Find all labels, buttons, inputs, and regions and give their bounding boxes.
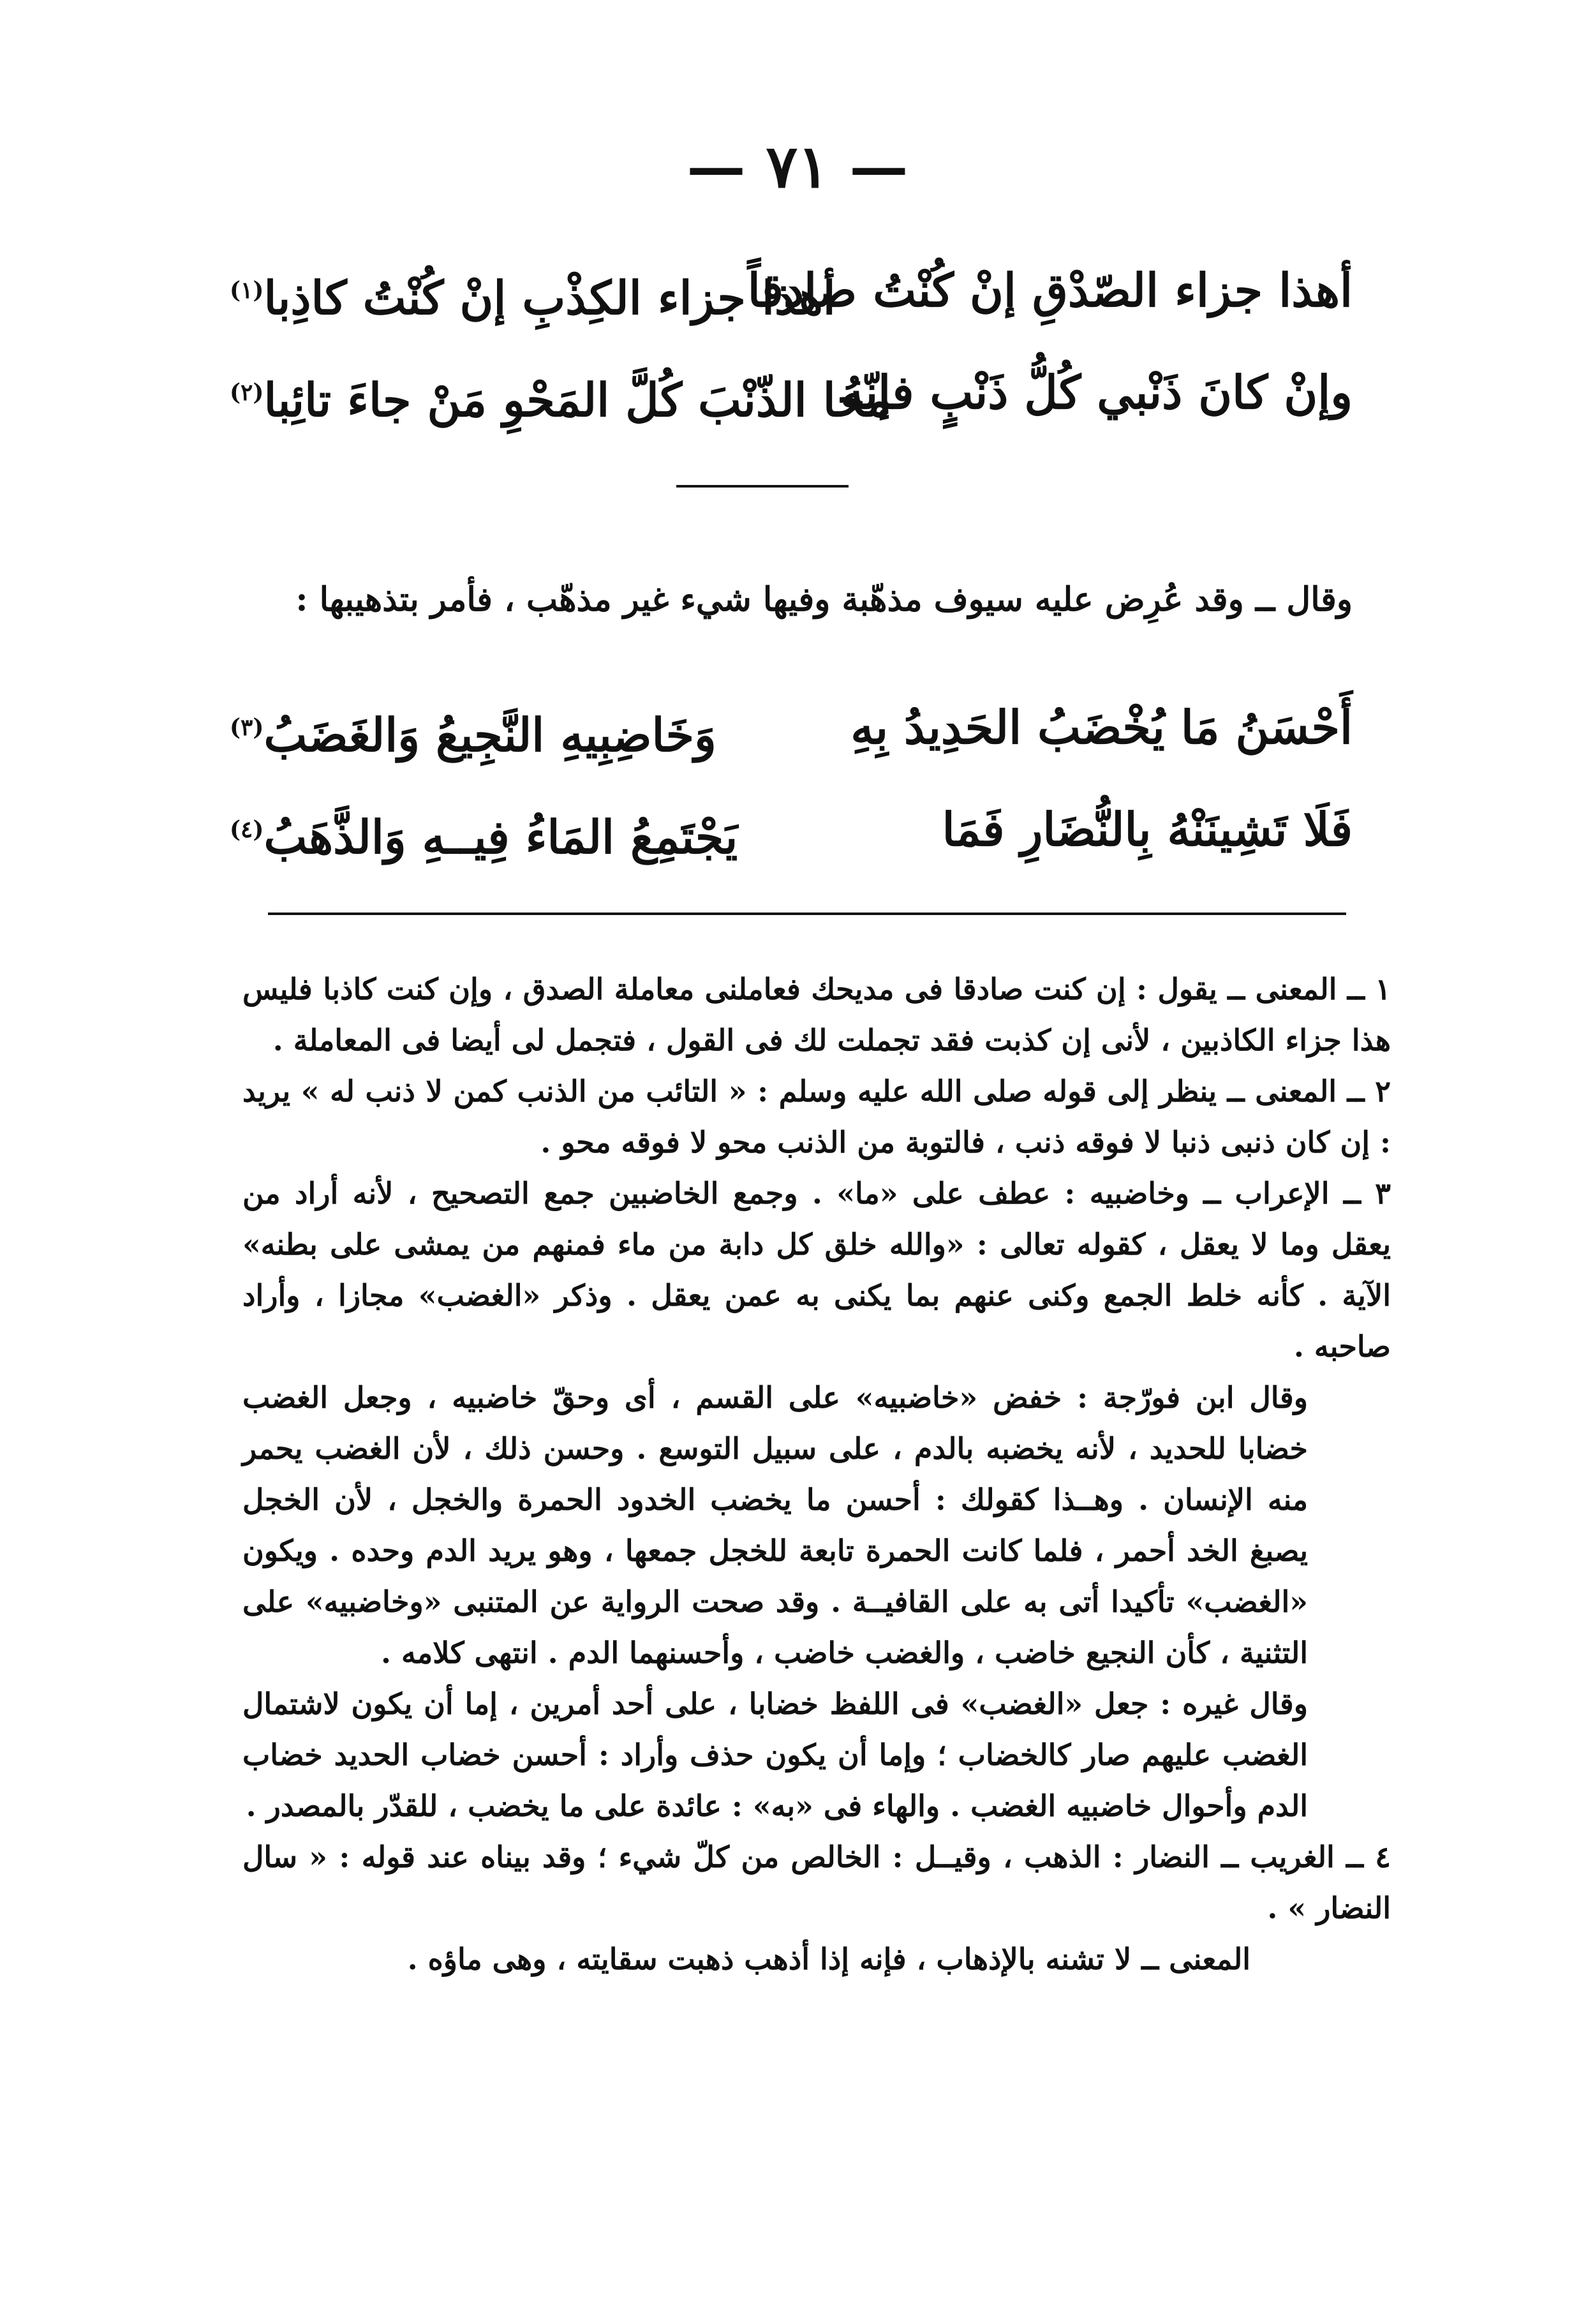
verse-first-hemistich: أهذا جزاء الصّدْقِ إنْ كُنْتُ صادقاً [747,263,1353,317]
page-number: — ٧١ — [686,132,909,201]
verse-row [230,782,1353,884]
footnote-paragraph: وقال ابن فورّجة : خفض «خاضبيه» على القسم ، أى وحقّ خاضبيه ، وجعل الغضب خضابا للحديد ، لأنه يخضبه بالدم ، على سبيل التوسع . وحسن ذلك ، لأن الغضب يحمر منه الإنسان . وهــذا كقولك : أحسن ما يخضب الخدود الحمرة والخجل ، لأن الخجل يصبغ الخد أحمر ، فلما كانت الحمرة تابعة للخجل جمعها ، وهو يريد الدم وحده . ويكون «الغضب» تأكيدا أتى به على القافيــة . وقد صحت الرواية عن المتنبى «وخاضبيه» على التثنية ، كأن النجيع خاضب ، والغضب خاضب ، وأحسنهما الدم . انتهى كلامه . [242,1380,1308,1670]
verse-second-hemistich [230,680,716,775]
footnote-paragraph: ٣ ــ الإعراب ــ وخاضبيه : عطف على «ما» . وجمع الخاضبين جمع التصحيح ، لأنه أراد من يعقل وما لا يعقل ، كقوله تعالى : «والله خلق كل دابة من ماء فمنهم من يمشى على بطنه» الآية . كأنه خلط الجمع وكنى عنهم بما يكنى به عمن يعقل . وذكر «الغضب» مجازا ، وأراد صاحبه . [242,1176,1391,1364]
footnote-paragraph: ٢ ــ المعنى ــ ينظر إلى قوله صلى الله عليه وسلم : « التائب من الذنب كمن لا ذنب له » يريد : إن كان ذنبى ذنبا لا فوقه ذنب ، فالتوبة من الذنب محو لا فوقه محو . [242,1074,1391,1159]
verse-first-hemistich: وإنْ كانَ ذَنْبي كُلُّ ذَنْبٍ فإنّهُ [840,365,1353,419]
footnote-marker: (١) [230,277,264,304]
footnote-paragraph: وقال غيره : جعل «الغضب» فى اللفظ خضابا ، على أحد أمرين ، إما أن يكون لاشتمال الغضب عليهم صار كالخضاب ؛ وإما أن يكون حذف وأراد : أحسن خضاب الحديد خضاب الدم وأحوال خاضبيه الغضب . والهاء فى «به» : عائدة على ما يخضب ، للقدّر بالمصدر . [242,1687,1308,1823]
footnote-marker: (٣) [230,714,264,741]
verse-row [230,242,1353,345]
verse-row [230,680,1353,782]
poem-2 [230,680,1353,884]
verse-second-text: محا الذّنْبَ كُلَّ المَحْوِ مَنْ جاءَ تائِبا [263,373,891,427]
verse-second-hemistich [230,242,836,338]
footnotes [242,964,1391,1985]
verse-second-text: يَجْتَمِعُ المَاءُ فِيــهِ وَالذَّهَبُ [263,810,738,864]
section-divider [676,485,849,488]
verse-second-text: أهذا جزاء الكِذْبِ إنْ كُنْتُ كاذِبا [263,271,836,325]
verse-second-text: وَخَاضِبِيهِ النَّجِيعُ وَالغَضَبُ [263,708,716,762]
verse-first-hemistich: فَلَا تَشِينَنْهُ بِالنُّضَارِ فَمَا [942,802,1353,856]
verse-row [230,345,1353,447]
footnote-paragraph: ١ ــ المعنى ــ يقول : إن كنت صادقا فى مديحك فعاملنى معاملة الصدق ، وإن كنت كاذبا فليس هذا جزاء الكاذبين ، لأنى إن كذبت فقد تجملت لك فى القول ، فتجمل لى أيضا فى المعاملة . [242,972,1391,1057]
verse-second-hemistich [230,345,891,440]
intro-line: وقال ــ وقد عُرِض عليه سيوف مذهّبة وفيها شيء غير مذهّب ، فأمر بتذهيبها : [295,580,1353,619]
footnote-marker: (٢) [230,379,264,406]
footnotes-divider [268,912,1346,915]
footnote-paragraph: ٤ ــ الغريب ــ النضار : الذهب ، وقيــل : الخالص من كلّ شيء ؛ وقد بيناه عند قوله : « سال النضار » . [242,1840,1391,1925]
footnote-paragraph: المعنى ــ لا تشنه بالإذهاب ، فإنه إذا أذهب ذهبت سقايته ، وهى ماؤه . [407,1942,1250,1976]
poem-1 [230,242,1353,447]
verse-first-hemistich: أَحْسَنُ مَا يُخْضَبُ الحَدِيدُ بِهِ [850,700,1353,754]
footnote-marker: (٤) [230,816,264,843]
verse-second-hemistich [230,782,738,877]
